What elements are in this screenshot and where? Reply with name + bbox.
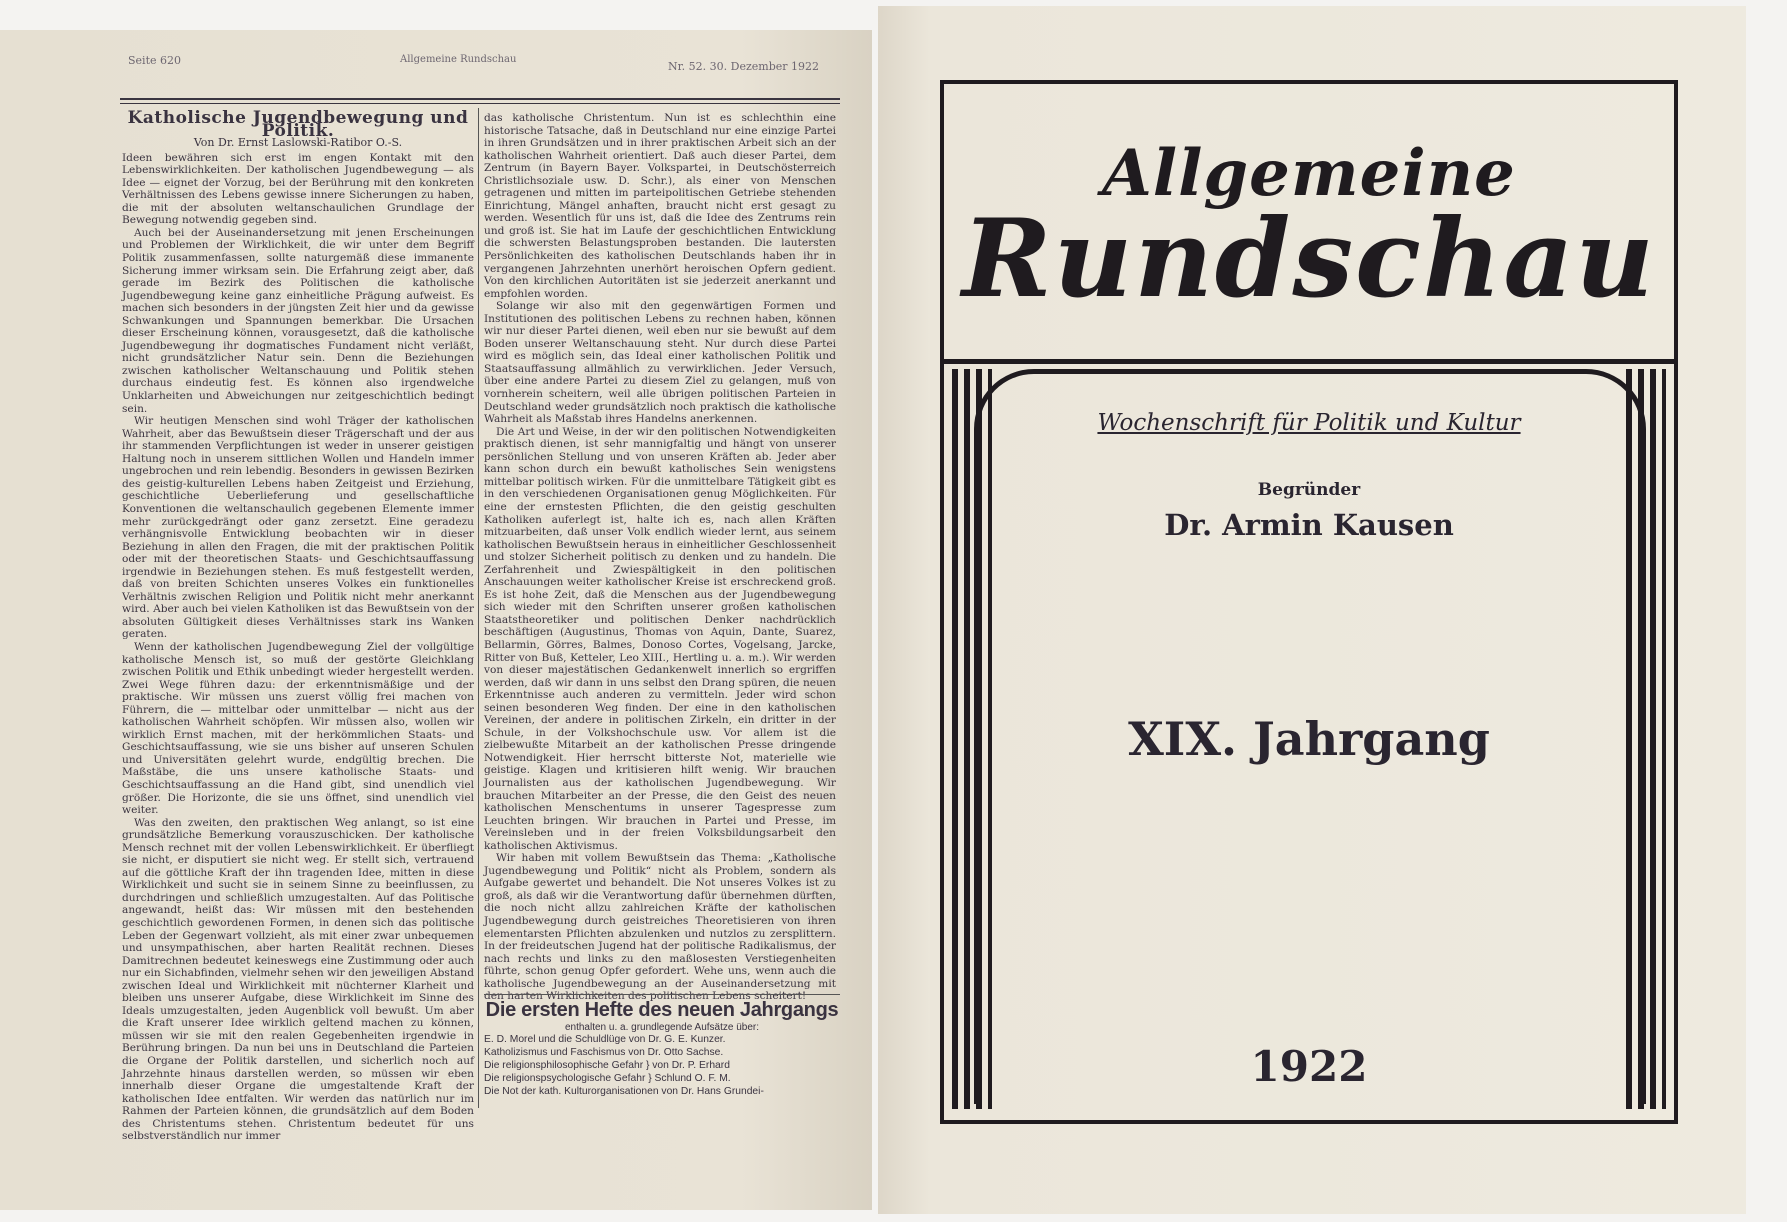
announcement-item: Die religionsphilosophische Gefahr } von Dr. P. Erhard: [484, 1060, 730, 1071]
cover-frame: [940, 80, 1678, 1124]
header-rule-thin: [120, 103, 840, 104]
article-byline: Von Dr. Ernst Laslowski-Ratibor O.-S.: [193, 136, 403, 150]
announcement-item: E. D. Morel und die Schuldlüge von Dr. G. E. Kunzer.: [484, 1034, 726, 1045]
cover-year: 1922: [1250, 1042, 1368, 1091]
paragraph: Wir haben mit vollem Bewußtsein das Thema: „Katholische Jugendbewegung und Politik“ nicht als Problem, sondern als Aufgabe gewertet und behandelt. Die Not unseres Volkes ist zu groß, als daß wir die Verantwortung dafür übernehmen dürften, die noch nicht allzu zahlreichen Kräfte der katholischen Jugendbewegung durch geistreiches Theoretisieren von ihren elementarsten Pflichten abzulenken und nutzlos zu zersplittern. In der freideutschen Jugend hat der politische Radikalismus, der nach rechts und links zu den maßlosesten Verstiegenheiten führte, schon genug Opfer gefordert. Wehe uns, wenn auch die katholische Jugendbewegung an der Auseinandersetzung mit den harten Wirklichkeiten des politischen Lebens scheitert!: [484, 852, 836, 1003]
running-title: Allgemeine Rundschau: [400, 54, 517, 65]
announcement-item: Die Not der kath. Kulturorganisationen von Dr. Hans Grundei-: [484, 1086, 764, 1097]
page-number: Seite 620: [128, 54, 181, 67]
cover-subtitle: Wochenschrift für Politik und Kultur: [1097, 410, 1521, 436]
paragraph: Was den zweiten, den praktischen Weg anlangt, so ist eine grundsätzliche Bemerkung vorauszuschicken. Der katholische Mensch rechnet mit der vollen Lebenswirklichkeit. Er überfliegt sie nicht, er disputiert sie nicht weg. Er stellt sich, vertrauend auf die göttliche Kraft der ihn tragenden Idee, mitten in diese Wirklichkeit und sucht sie in seinem Sinne zu beeinflussen, zu durchdringen und schließlich umzugestalten. Auf das Politische angewandt, heißt das: Wir müssen mit den bestehenden geschichtlich gewordenen Formen, in denen sich das politische Leben der Gegenwart vollzieht, als mit einer zwar unbequemen und unsympathischen, aber harten Realität rechnen. Dieses Damitrechnen bedeutet keineswegs eine Zustimmung oder auch nur ein Sichabfinden, vielmehr sehen wir den jeweiligen Abstand zwischen Ideal und Wirklichkeit mit nüchterner Klarheit und bleiben uns unserer Aufgabe, diese Wirklichkeit im Sinne des Ideals umzugestalten, jeden Augenblick voll bewußt. Um aber die Kraft unserer Idee wirklich geltend machen zu können, müssen wir sie mit den realen Gegebenheiten irgendwie in Berührung bringen. Da nun bei uns in Deutschland die Parteien die Organe der Politik darstellen, und sicherlich noch auf Jahrzehnte hinaus darstellen werden, so müssen wir eben innerhalb dieser Organe die umgestaltende Kraft der katholischen Idee entfalten. Wir werden das natürlich nur im Rahmen der Parteien können, die grundsätzlich auf dem Boden des Christentums stehen. Christentum bedeutet für uns selbstverständlich nur immer: [122, 816, 474, 1143]
paragraph: Wenn der katholischen Jugendbewegung Ziel der vollgültige katholische Mensch ist, so muß der gestörte Gleichklang zwischen Politik und Ethik unbedingt wieder hergestellt werden. Zwei Wege führen dazu: der erkenntnismäßige und der praktische. Wir müssen uns zuerst völlig frei machen von Führern, die — mittelbar oder unmittelbar — nicht aus der katholischen Wahrheit schöpfen. Wir müssen also, wollen wir wirklich Ernst machen, mit der herkömmlichen Staats- und Geschichtsauffassung, wie sie uns bisher auf unseren Schulen und Universitäten gelehrt wurde, endgültig brechen. Die Maßstäbe, die uns unsere katholische Staats- und Geschichtsauffassung an die Hand gibt, sind unendlich viel größer. Die Horizonte, die sie uns öffnet, sind unendlich viel weiter.: [122, 640, 474, 817]
volume-label: XIX. Jahrgang: [1128, 712, 1490, 766]
masthead-rundschau: Rundschau: [962, 196, 1656, 322]
masthead-allgemeine: Allgemeine: [1102, 136, 1516, 211]
header-rule: [120, 98, 840, 100]
announcement-subtitle: enthalten u. a. grundlegende Aufsätze über:: [564, 1022, 760, 1033]
article-title: Katholische Jugendbewegung und Politik.: [127, 108, 469, 141]
announcement-box: [484, 994, 840, 1098]
article-column-1: [122, 108, 474, 1143]
article-column-2: [484, 112, 836, 1003]
announcement-item: Katholizismus und Faschismus von Dr. Otto Sachse.: [484, 1047, 724, 1058]
column-divider: [478, 108, 479, 1108]
announcement-title: Die ersten Hefte des neuen Jahrgangs: [484, 994, 840, 1022]
paragraph: Ideen bewähren sich erst im engen Kontakt mit den Lebenswirklichkeiten. Der katholischen Jugendbewegung — als Idee — eignet der Vorzug, bei der Berührung mit den konkreten Verhältnissen des Lebens gewisse innere Sicherungen zu haben, die mit der absoluten weltanschaulichen Grundlage der Bewegung notwendig gegeben sind.: [122, 151, 474, 227]
paragraph: das katholische Christentum. Nun ist es schlechthin eine historische Tatsache, daß in Deutschland nur eine einzige Partei in ihren Grundsätzen und in ihrer praktischen Arbeit sich an der katholischen Wahrheit orientiert. Daß auch dieser Partei, dem Zentrum (in Bayern Bayer. Volkspartei, in Deutschösterreich Christlichsoziale usw. D. Schr.), als einer von Menschen getragenen und mitten im parteipolitischen Getriebe stehenden Einrichtung, Mängel anhaften, braucht nicht erst gesagt zu werden. Wesentlich für uns ist, daß die Idee des Zentrums rein und groß ist. Sie hat im Laufe der geschichtlichen Entwicklung die schwersten Belastungsproben bestanden. Die lautersten Persönlichkeiten des katholischen Deutschlands haben ihr in vergangenen Jahrzehnten unerhört heroischen Opfern gedient. Von den kirchlichen Autoritäten ist sie jederzeit anerkannt und empfohlen worden.: [484, 112, 836, 300]
masthead-rule: [944, 359, 1674, 364]
paragraph: Auch bei der Auseinandersetzung mit jenen Erscheinungen und Problemen der Wirklichkeit, die wir unter dem Begriff Politik zusammenfassen, sollte naturgemäß diese immanente Sicherung immer wirksam sein. Die Erfahrung zeigt aber, daß gerade im Bezirk des Politischen die katholische Jugendbewegung keine ganz einheitliche Prägung aufweist. Es machen sich besonders in der jüngsten Zeit hier und da gewisse Schwankungen und Spannungen bemerkbar. Die Ursachen dieser Erscheinung können, vorausgesetzt, daß die katholische Jugendbewegung ihr dogmatisches Fundament nicht verläßt, nicht grundsätzlicher Natur sein. Denn die Beziehungen zwischen katholischer Weltanschauung und Politik stehen durchaus eindeutig fest. Es können also irgendwelche Unklarheiten und Abweichungen nur zeitgeschichtlich bedingt sein.: [122, 226, 474, 415]
issue-date: Nr. 52. 30. Dezember 1922: [668, 60, 820, 73]
founder-name: Dr. Armin Kausen: [1164, 508, 1454, 542]
paragraph: Solange wir also mit den gegenwärtigen Formen und Institutionen des politischen Lebens zu rechnen haben, können wir nur dieser Partei dienen, weil eben nur sie bewußt auf dem Boden unserer Weltanschauung steht. Nur durch diese Partei wird es möglich sein, das Ideal einer katholischen Politik und Staatsauffassung allmählich zu verwirklichen. Jeder Versuch, über eine andere Partei zu diesem Ziel zu gelangen, muß von vornherein scheitern, weil alle übrigen politischen Parteien in Deutschland weder grundsätzlich noch praktisch die katholische Wahrheit als Maßstab ihres Handelns anerkennen.: [484, 300, 836, 426]
paragraph: Die Art und Weise, in der wir den politischen Notwendigkeiten praktisch dienen, ist sehr mannigfaltig und hängt von unserer persönlichen Stellung und von unseren Kräften ab. Jeder aber kann schon durch ein bewußt katholisches Sein wenigstens mittelbar politisch wirken. Für die unmittelbare Tätigkeit gibt es in den verschiedenen Organisationen genug Möglichkeiten. Für eine der ernstesten Pflichten, die den geistig geschulten Katholiken auferlegt ist, halte ich es, nach allen Kräften mitzuarbeiten, daß unser Volk endlich wieder lernt, aus seinem katholischen Bewußtsein heraus in einheitlicher Geschlossenheit und stolzer Sicherheit politisch zu denken und zu handeln. Die Zerfahrenheit und Zwiespältigkeit in den politischen Anschauungen weiter katholischer Kreise ist erschreckend groß. Es ist hohe Zeit, daß die Menschen aus der Jugendbewegung sich wieder mit den Schriften unserer großen katholischen Staatstheoretiker und politischen Denker nachdrücklich beschäftigen (Augustinus, Thomas von Aquin, Dante, Suarez, Bellarmin, Görres, Balmes, Donoso Cortes, Vogelsang, Jarcke, Ritter von Buß, Ketteler, Leo XIII., Hertling u. a. m.). Wir werden von dieser majestätischen Gedankenwelt innerlich so ergriffen werden, daß wir dann in uns selbst den Drang spüren, die neuen Erkenntnisse auch anderen zu vermitteln. Jeder wird schon seinen besonderen Weg finden. Der eine in den katholischen Vereinen, der andere in politischen Zirkeln, ein dritter in der Schule, in der Volkshochschule usw. Vor allem ist die zielbewußte Mitarbeit an der katholischen Presse dringende Notwendigkeit. Hier herrscht bitterste Not, materielle wie geistige. Klagen und kritisieren hilft wenig. Wir brauchen Journalisten aus der katholischen Jugendbewegung. Wir brauchen Mitarbeiter an der Presse, die den Geist des neuen katholischen Menschentums in unserer Tagespresse zum Leuchten bringen. Wir brauchen in Partei und Presse, im Vereinsleben und in der freien Volksbildungsarbeit den katholischen Aktivismus.: [484, 425, 836, 852]
founder-label: Begründer: [1257, 480, 1361, 500]
paragraph: Wir heutigen Menschen sind wohl Träger der katholischen Wahrheit, aber das Bewußtsein dieser Trägerschaft und der aus ihr stammenden Verpflichtungen ist weder in unserer geistigen Haltung noch in unserem sittlichen Wollen und Handeln immer ungebrochen und rein lebendig. Besonders in gewissen Bezirken des geistig-kulturellen Lebens haben Zeitgeist und Erziehung, geschichtliche Ueberlieferung und gesellschaftliche Konventionen die weltanschaulich gegebenen Elemente immer mehr zurückgedrängt oder ganz zersetzt. Eine geradezu verhängnisvolle Entwicklung beobachten wir in dieser Beziehung in allen den Fragen, die mit der praktischen Politik oder mit der theoretischen Staats- und Geschichtsauffassung irgendwie in Beziehungen stehen. Es muß festgestellt werden, daß von breiten Schichten unseres Volkes ein funktionelles Verhältnis zwischen Religion und Politik nicht mehr anerkannt wird. Aber auch bei vielen Katholiken ist das Bewußtsein von der absoluten Gültigkeit dieses Verhältnisses stark ins Wanken geraten.: [122, 415, 474, 641]
announcement-item: Die religionspsychologische Gefahr } Schlund O. F. M.: [484, 1073, 731, 1084]
